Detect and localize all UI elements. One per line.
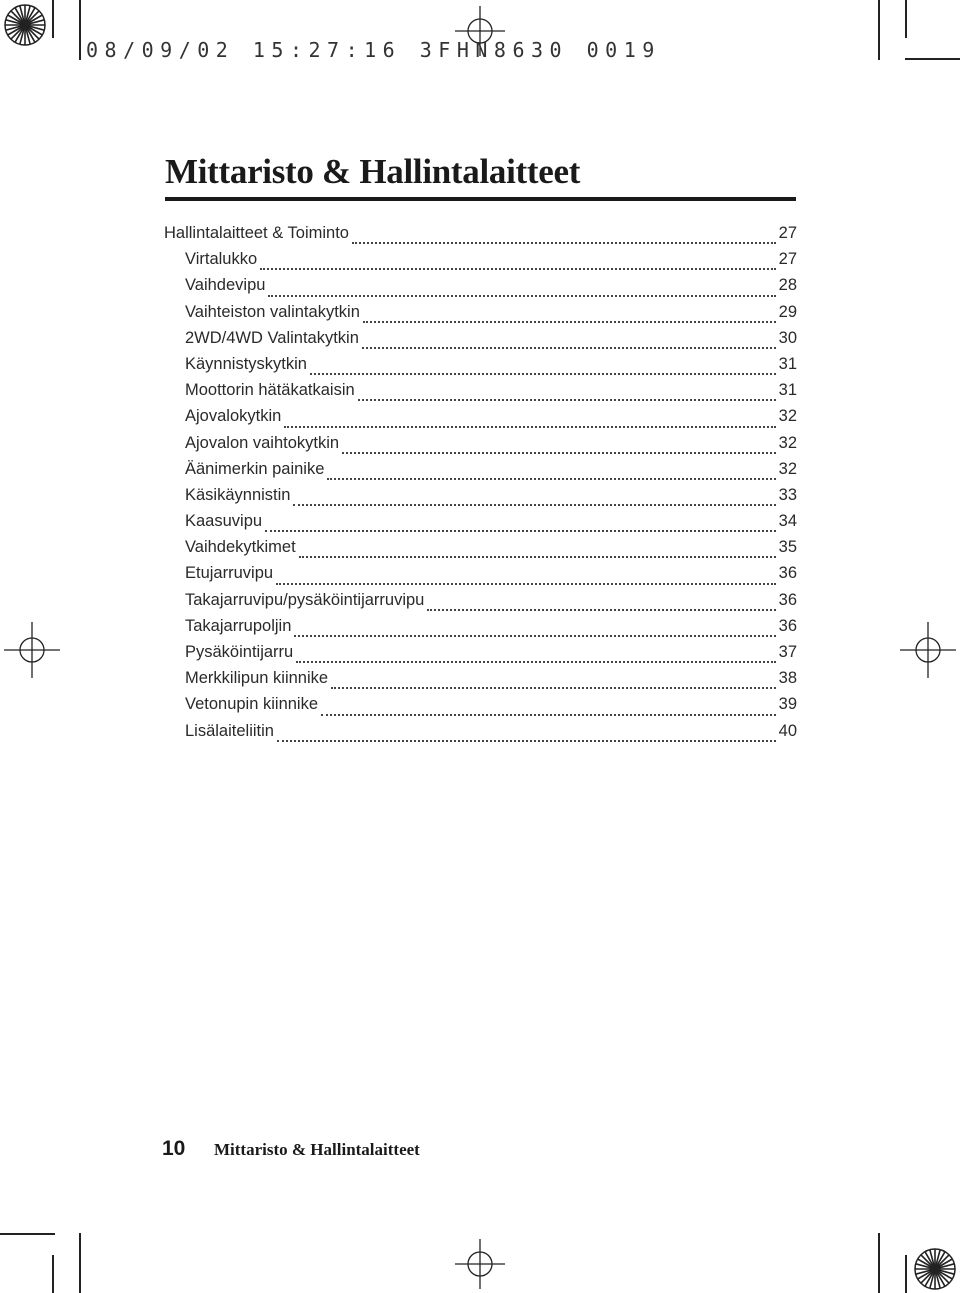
toc-entry-label: Merkkilipun kiinnike — [185, 669, 329, 688]
toc-entry-page: 39 — [778, 695, 797, 714]
toc-entry[interactable] — [164, 512, 797, 538]
toc-leader-dots — [352, 241, 776, 244]
toc-entry-page: 28 — [778, 276, 797, 295]
toc-entry-page: 31 — [778, 354, 797, 373]
toc-leader-dots — [327, 477, 775, 480]
toc-entry-page: 37 — [778, 643, 797, 661]
toc-entry[interactable] — [164, 355, 797, 381]
toc-entry[interactable] — [164, 591, 797, 617]
toc-entry[interactable] — [164, 460, 797, 486]
toc-leader-dots — [284, 425, 775, 428]
toc-leader-dots — [296, 660, 775, 663]
toc-entry-page: 32 — [778, 407, 797, 426]
toc-leader-dots — [362, 346, 776, 349]
toc-entry[interactable] — [164, 329, 797, 355]
table-of-contents — [164, 224, 797, 748]
crop-mark — [79, 1233, 81, 1293]
toc-entry[interactable] — [164, 407, 797, 433]
toc-entry-label: Virtalukko — [185, 250, 258, 269]
crop-mark — [52, 1255, 54, 1293]
toc-leader-dots — [310, 372, 776, 375]
toc-leader-dots — [293, 503, 775, 506]
toc-entry[interactable] — [164, 303, 797, 329]
toc-entry-label: Ajovalon vaihtokytkin — [185, 433, 340, 452]
toc-entry[interactable] — [164, 695, 797, 721]
toc-leader-dots — [294, 634, 775, 637]
crop-mark — [905, 1255, 907, 1293]
toc-entry-label: Vetonupin kiinnike — [185, 695, 319, 714]
toc-leader-dots — [260, 267, 775, 270]
toc-entry-page: 27 — [778, 224, 797, 242]
toc-entry[interactable] — [164, 538, 797, 564]
toc-entry-label: Lisälaiteliitin — [185, 721, 274, 740]
toc-entry-page: 34 — [778, 512, 797, 531]
toc-leader-dots — [299, 555, 776, 558]
registration-starburst-icon — [913, 1247, 957, 1291]
crop-mark — [905, 0, 907, 38]
crosshair-icon — [4, 622, 60, 678]
toc-entry-page: 31 — [778, 381, 797, 400]
toc-entry-page: 35 — [778, 538, 797, 557]
toc-entry-label: Käsikäynnistin — [185, 485, 291, 504]
registration-starburst-icon — [3, 3, 47, 47]
toc-entry[interactable] — [164, 722, 797, 748]
toc-entry-page: 36 — [778, 590, 797, 609]
print-job-code: 08/09/02 15:27:16 3FHN8630 0019 — [86, 38, 661, 62]
toc-leader-dots — [342, 451, 776, 454]
toc-entry-page: 36 — [778, 616, 797, 635]
toc-entry-label: Takajarruvipu/pysäköintijarruvipu — [185, 590, 425, 609]
toc-entry-label: Takajarrupoljin — [185, 616, 292, 635]
toc-entry-page: 32 — [778, 433, 797, 452]
toc-leader-dots — [427, 608, 775, 611]
toc-leader-dots — [277, 739, 776, 742]
page-title: Mittaristo & Hallintalaitteet — [165, 152, 581, 191]
toc-entry-label: Vaihdevipu — [185, 276, 266, 295]
toc-entry[interactable] — [164, 250, 797, 276]
toc-entry[interactable] — [164, 276, 797, 302]
toc-entry[interactable] — [164, 643, 797, 669]
toc-entry[interactable] — [164, 486, 797, 512]
toc-entry-label: Etujarruvipu — [185, 564, 274, 583]
toc-entry-page: 30 — [778, 328, 797, 347]
toc-entry-label: Moottorin hätäkatkaisin — [185, 381, 355, 400]
toc-entry-page: 40 — [778, 721, 797, 740]
toc-entry-page: 33 — [778, 485, 797, 504]
toc-leader-dots — [276, 582, 776, 585]
toc-entry-page: 29 — [778, 302, 797, 321]
title-underline — [165, 197, 796, 201]
crop-mark — [52, 0, 54, 38]
toc-entry-label: Käynnistyskytkin — [185, 354, 307, 373]
toc-leader-dots — [265, 529, 776, 532]
crop-mark — [905, 58, 960, 60]
footer-section-title: Mittaristo & Hallintalaitteet — [214, 1140, 420, 1159]
toc-leader-dots — [358, 398, 776, 401]
toc-entry-label: Pysäköintijarru — [185, 643, 294, 661]
toc-entry-label: Vaihdekytkimet — [185, 538, 296, 557]
crop-mark — [79, 0, 81, 60]
toc-entry[interactable] — [164, 381, 797, 407]
toc-entry-page: 36 — [778, 564, 797, 583]
toc-leader-dots — [331, 686, 776, 689]
toc-entry-label: Äänimerkin painike — [185, 459, 325, 478]
page-number: 10 — [162, 1137, 186, 1160]
toc-entry[interactable] — [164, 617, 797, 643]
toc-entry[interactable] — [164, 434, 797, 460]
toc-entry-label: Kaasuvipu — [185, 512, 263, 531]
toc-leader-dots — [321, 713, 776, 716]
toc-entry-label: 2WD/4WD Valintakytkin — [185, 328, 359, 347]
crop-mark — [0, 1233, 55, 1235]
toc-entry-page: 27 — [778, 250, 797, 269]
toc-entry-label: Hallintalaitteet & Toiminto — [164, 224, 349, 242]
crosshair-icon — [900, 622, 956, 678]
toc-entry-page: 32 — [778, 459, 797, 478]
toc-entry[interactable] — [164, 564, 797, 590]
toc-entry-page: 38 — [778, 669, 797, 688]
toc-entry-label: Vaihteiston valintakytkin — [185, 302, 360, 321]
toc-leader-dots — [268, 294, 775, 297]
crosshair-icon — [455, 1239, 505, 1289]
toc-entry[interactable] — [164, 224, 797, 250]
crop-mark — [878, 1233, 880, 1293]
crop-mark — [878, 0, 880, 60]
toc-entry-label: Ajovalokytkin — [185, 407, 282, 426]
toc-leader-dots — [363, 320, 776, 323]
toc-entry[interactable] — [164, 669, 797, 695]
